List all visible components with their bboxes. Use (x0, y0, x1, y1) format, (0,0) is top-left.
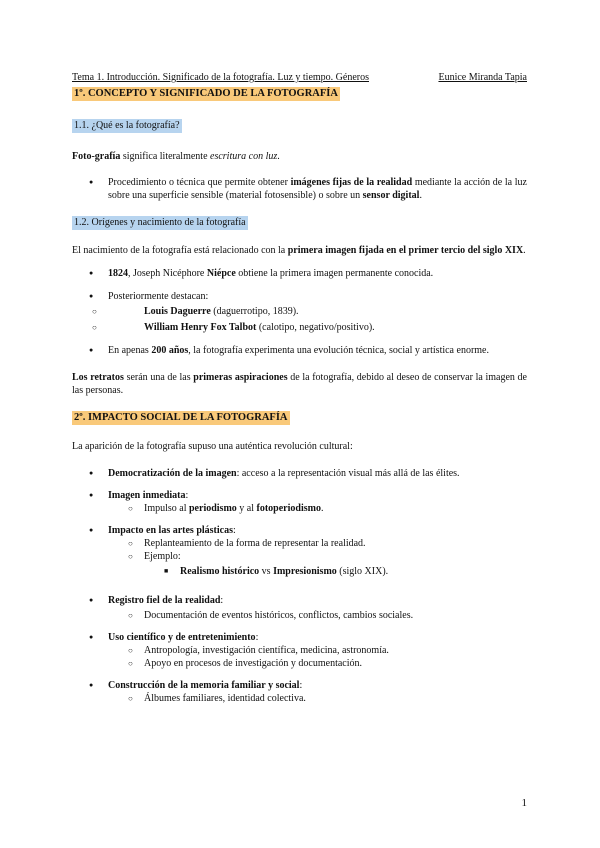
text: y al (236, 503, 257, 514)
list-item (144, 565, 527, 578)
list-item (72, 467, 527, 480)
text: : (185, 490, 189, 501)
text: de la fotografía, debido al deseo de conservar la imagen de las personas. (72, 372, 527, 396)
list-item (108, 537, 527, 550)
text: (siglo XIX). (336, 566, 389, 577)
bold-text: Registro fiel de la realidad (108, 595, 221, 606)
sublist (108, 609, 527, 622)
running-header (72, 72, 527, 84)
definition-paragraph (72, 150, 527, 163)
text: Antropología, investigación científica, medicina, astronomía. (144, 645, 389, 656)
text: Posteriormente destacan: (108, 291, 209, 302)
text: Ejemplo: (144, 551, 181, 562)
list-item (108, 657, 527, 670)
list-item (108, 550, 527, 578)
list-item (72, 267, 527, 280)
header-author: Eunice Miranda Tapia (438, 72, 527, 83)
bold-text: Realismo histórico (180, 566, 260, 577)
text: : (233, 525, 236, 536)
text: : (220, 595, 224, 606)
list-item (72, 290, 527, 334)
list-item (72, 321, 527, 334)
portraits-paragraph (72, 371, 527, 397)
sublist (108, 644, 527, 670)
bold-text: Democratización de la imagen (108, 468, 237, 479)
page-number: 1 (521, 797, 527, 809)
text: Procedimiento o técnica que permite obtener (108, 177, 291, 188)
bold-text: fotoperiodismo (256, 503, 321, 514)
list-item (72, 631, 527, 670)
text: , la fotografía experimenta una evolución técnica, social y artística enorme. (188, 345, 489, 356)
definition-list (72, 176, 527, 202)
text: obtiene la primera imagen permanente conocida. (235, 268, 434, 279)
text: Álbumes familiares, identidad colectiva. (144, 693, 306, 704)
list-item (72, 524, 527, 578)
text: (daguerrotipo, 1839). (210, 306, 299, 317)
section1-heading: 1º. CONCEPTO Y SIGNIFICADO DE LA FOTOGRAFÍA (74, 88, 338, 99)
bold-text: Los retratos (72, 372, 124, 383)
subsublist (144, 565, 527, 578)
bold-text: Imagen inmediata (108, 490, 186, 501)
section2-heading: 2º. IMPACTO SOCIAL DE LA FOTOGRAFÍA (74, 412, 288, 423)
text: : (299, 680, 303, 691)
text: mediante la acción de la luz sobre una superficie sensible (material fotosensible) o sobre un (108, 177, 527, 201)
def-end: . (277, 151, 280, 162)
bold-text: Impacto en las artes plásticas (108, 525, 233, 536)
bold-text: Impresionismo (273, 566, 337, 577)
text: Apoyo en procesos de investigación y documentación. (144, 658, 362, 669)
list-item (108, 502, 527, 515)
text: : (255, 632, 259, 643)
text: . (320, 503, 324, 514)
bold-text: primeras aspiraciones (193, 372, 288, 383)
subsection-1-2-heading: 1.2. Orígenes y nacimiento de la fotografía (74, 217, 246, 228)
bold-text: primera imagen fijada en el primer tercio del siglo XIX (287, 245, 524, 256)
list-item (72, 305, 527, 318)
list-item (72, 594, 527, 622)
header-title: Tema 1. Introducción. Significado de la fotografía. Luz y tiempo. Géneros (72, 72, 369, 83)
bold-text: 1824 (108, 268, 128, 279)
bold-text: William Henry Fox Talbot (144, 322, 257, 333)
bold-text: Uso científico y de entretenimiento (108, 632, 256, 643)
text: , Joseph Nicéphore (128, 268, 207, 279)
bold-text: periodismo (189, 503, 237, 514)
subsection-1-1-heading: 1.1. ¿Qué es la fotografía? (74, 120, 180, 131)
text: vs (259, 566, 274, 577)
def-italic: escritura con luz (210, 151, 278, 162)
origins-paragraph (72, 244, 527, 257)
text: . (419, 190, 422, 201)
list-item (108, 644, 527, 657)
text: Documentación de eventos históricos, conflictos, cambios sociales. (144, 610, 414, 621)
bold-text: 200 años (151, 345, 189, 356)
sublist (108, 305, 527, 334)
sublist (108, 502, 527, 515)
text: : acceso a la representación visual más allá de las élites. (236, 468, 460, 479)
text: El nacimiento de la fotografía está relacionado con la (72, 245, 288, 256)
def-text: significa literalmente (120, 151, 211, 162)
sublist (108, 692, 527, 705)
text: (calotipo, negativo/positivo). (256, 322, 375, 333)
origins-list (72, 267, 527, 357)
bold-text: imágenes fijas de la realidad (290, 177, 413, 188)
text: Replanteamiento de la forma de representar la realidad. (144, 538, 366, 549)
text: serán una de las (123, 372, 194, 383)
list-item (72, 176, 527, 202)
bold-text: sensor digital (362, 190, 420, 201)
sublist (108, 537, 527, 578)
text: Impulso al (144, 503, 189, 514)
bold-text: Construcción de la memoria familiar y social (108, 680, 300, 691)
list-item (72, 344, 527, 357)
text: En apenas (108, 345, 152, 356)
list-item (72, 679, 527, 705)
impact-list (72, 467, 527, 705)
list-item (108, 609, 527, 622)
list-item (72, 489, 527, 515)
bold-text: Niépce (206, 268, 236, 279)
list-item (108, 692, 527, 705)
impact-intro: La aparición de la fotografía supuso una auténtica revolución cultural: (72, 441, 353, 452)
def-term: Foto-grafía (72, 151, 121, 162)
bold-text: Louis Daguerre (144, 306, 211, 317)
text: . (523, 245, 526, 256)
document-page (72, 72, 527, 705)
